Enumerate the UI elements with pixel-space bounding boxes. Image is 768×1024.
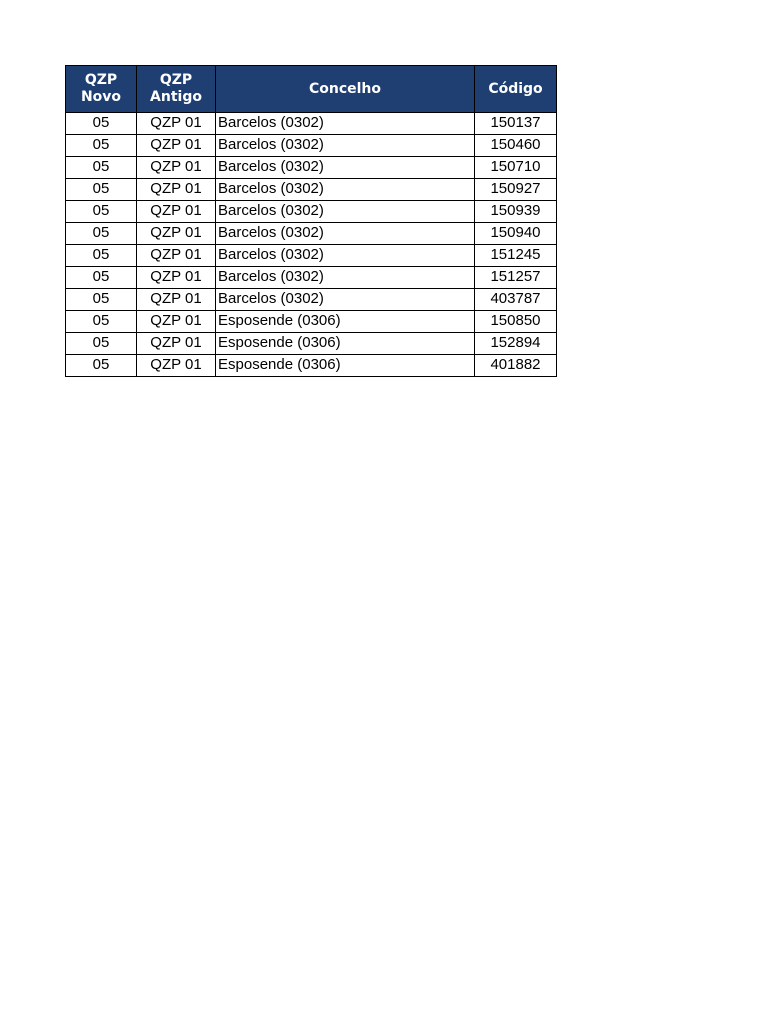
cell-concelho: Barcelos (0302)	[216, 223, 475, 245]
header-qzp-antigo-line-1: QZP	[159, 72, 193, 88]
table-row	[66, 179, 557, 201]
cell-qzp-novo: 05	[66, 223, 137, 245]
cell-concelho: Barcelos (0302)	[216, 179, 475, 201]
cell-qzp-novo: 05	[66, 179, 137, 201]
cell-qzp-antigo: QZP 01	[137, 289, 216, 311]
cell-codigo: 150460	[475, 135, 557, 157]
table-row	[66, 289, 557, 311]
cell-qzp-novo: 05	[66, 267, 137, 289]
cell-qzp-antigo: QZP 01	[137, 223, 216, 245]
cell-qzp-antigo: QZP 01	[137, 355, 216, 377]
table-row	[66, 333, 557, 355]
header-codigo-line-1: Código	[488, 80, 543, 97]
header-qzp-novo-line-2: Novo	[80, 89, 122, 105]
cell-concelho: Esposende (0306)	[216, 355, 475, 377]
cell-qzp-novo: 05	[66, 135, 137, 157]
cell-codigo: 150710	[475, 157, 557, 179]
table-row	[66, 223, 557, 245]
table-row	[66, 201, 557, 223]
qzp-table	[65, 65, 557, 377]
cell-codigo: 401882	[475, 355, 557, 377]
header-qzp-novo	[66, 66, 137, 113]
cell-codigo: 403787	[475, 289, 557, 311]
header-qzp-antigo	[137, 66, 216, 113]
cell-codigo: 150850	[475, 311, 557, 333]
cell-concelho: Esposende (0306)	[216, 311, 475, 333]
cell-codigo: 150939	[475, 201, 557, 223]
cell-qzp-novo: 05	[66, 355, 137, 377]
cell-concelho: Barcelos (0302)	[216, 157, 475, 179]
header-qzp-novo-line-1: QZP	[84, 72, 118, 88]
cell-codigo: 150927	[475, 179, 557, 201]
cell-codigo: 150940	[475, 223, 557, 245]
spreadsheet-page	[65, 65, 556, 377]
cell-concelho: Barcelos (0302)	[216, 113, 475, 135]
cell-concelho: Barcelos (0302)	[216, 135, 475, 157]
cell-concelho: Barcelos (0302)	[216, 201, 475, 223]
header-concelho	[216, 66, 475, 113]
cell-qzp-antigo: QZP 01	[137, 245, 216, 267]
cell-qzp-novo: 05	[66, 311, 137, 333]
cell-codigo: 151245	[475, 245, 557, 267]
cell-qzp-antigo: QZP 01	[137, 135, 216, 157]
cell-qzp-novo: 05	[66, 289, 137, 311]
cell-concelho: Barcelos (0302)	[216, 245, 475, 267]
cell-qzp-antigo: QZP 01	[137, 157, 216, 179]
cell-codigo: 150137	[475, 113, 557, 135]
cell-codigo: 152894	[475, 333, 557, 355]
table-row	[66, 245, 557, 267]
cell-qzp-antigo: QZP 01	[137, 333, 216, 355]
table-body	[66, 113, 557, 377]
cell-qzp-novo: 05	[66, 157, 137, 179]
cell-qzp-novo: 05	[66, 113, 137, 135]
cell-concelho: Barcelos (0302)	[216, 267, 475, 289]
header-qzp-antigo-line-2: Antigo	[150, 89, 202, 105]
cell-codigo: 151257	[475, 267, 557, 289]
cell-concelho: Esposende (0306)	[216, 333, 475, 355]
table-row	[66, 113, 557, 135]
cell-qzp-novo: 05	[66, 201, 137, 223]
cell-qzp-antigo: QZP 01	[137, 267, 216, 289]
cell-concelho: Barcelos (0302)	[216, 289, 475, 311]
cell-qzp-antigo: QZP 01	[137, 201, 216, 223]
table-row	[66, 267, 557, 289]
header-row	[66, 66, 557, 113]
table-row	[66, 355, 557, 377]
cell-qzp-antigo: QZP 01	[137, 311, 216, 333]
table-row	[66, 157, 557, 179]
table-row	[66, 311, 557, 333]
cell-qzp-novo: 05	[66, 245, 137, 267]
cell-qzp-antigo: QZP 01	[137, 113, 216, 135]
header-codigo	[475, 66, 557, 113]
cell-qzp-novo: 05	[66, 333, 137, 355]
cell-qzp-antigo: QZP 01	[137, 179, 216, 201]
header-concelho-line-1: Concelho	[308, 80, 382, 97]
table-row	[66, 135, 557, 157]
